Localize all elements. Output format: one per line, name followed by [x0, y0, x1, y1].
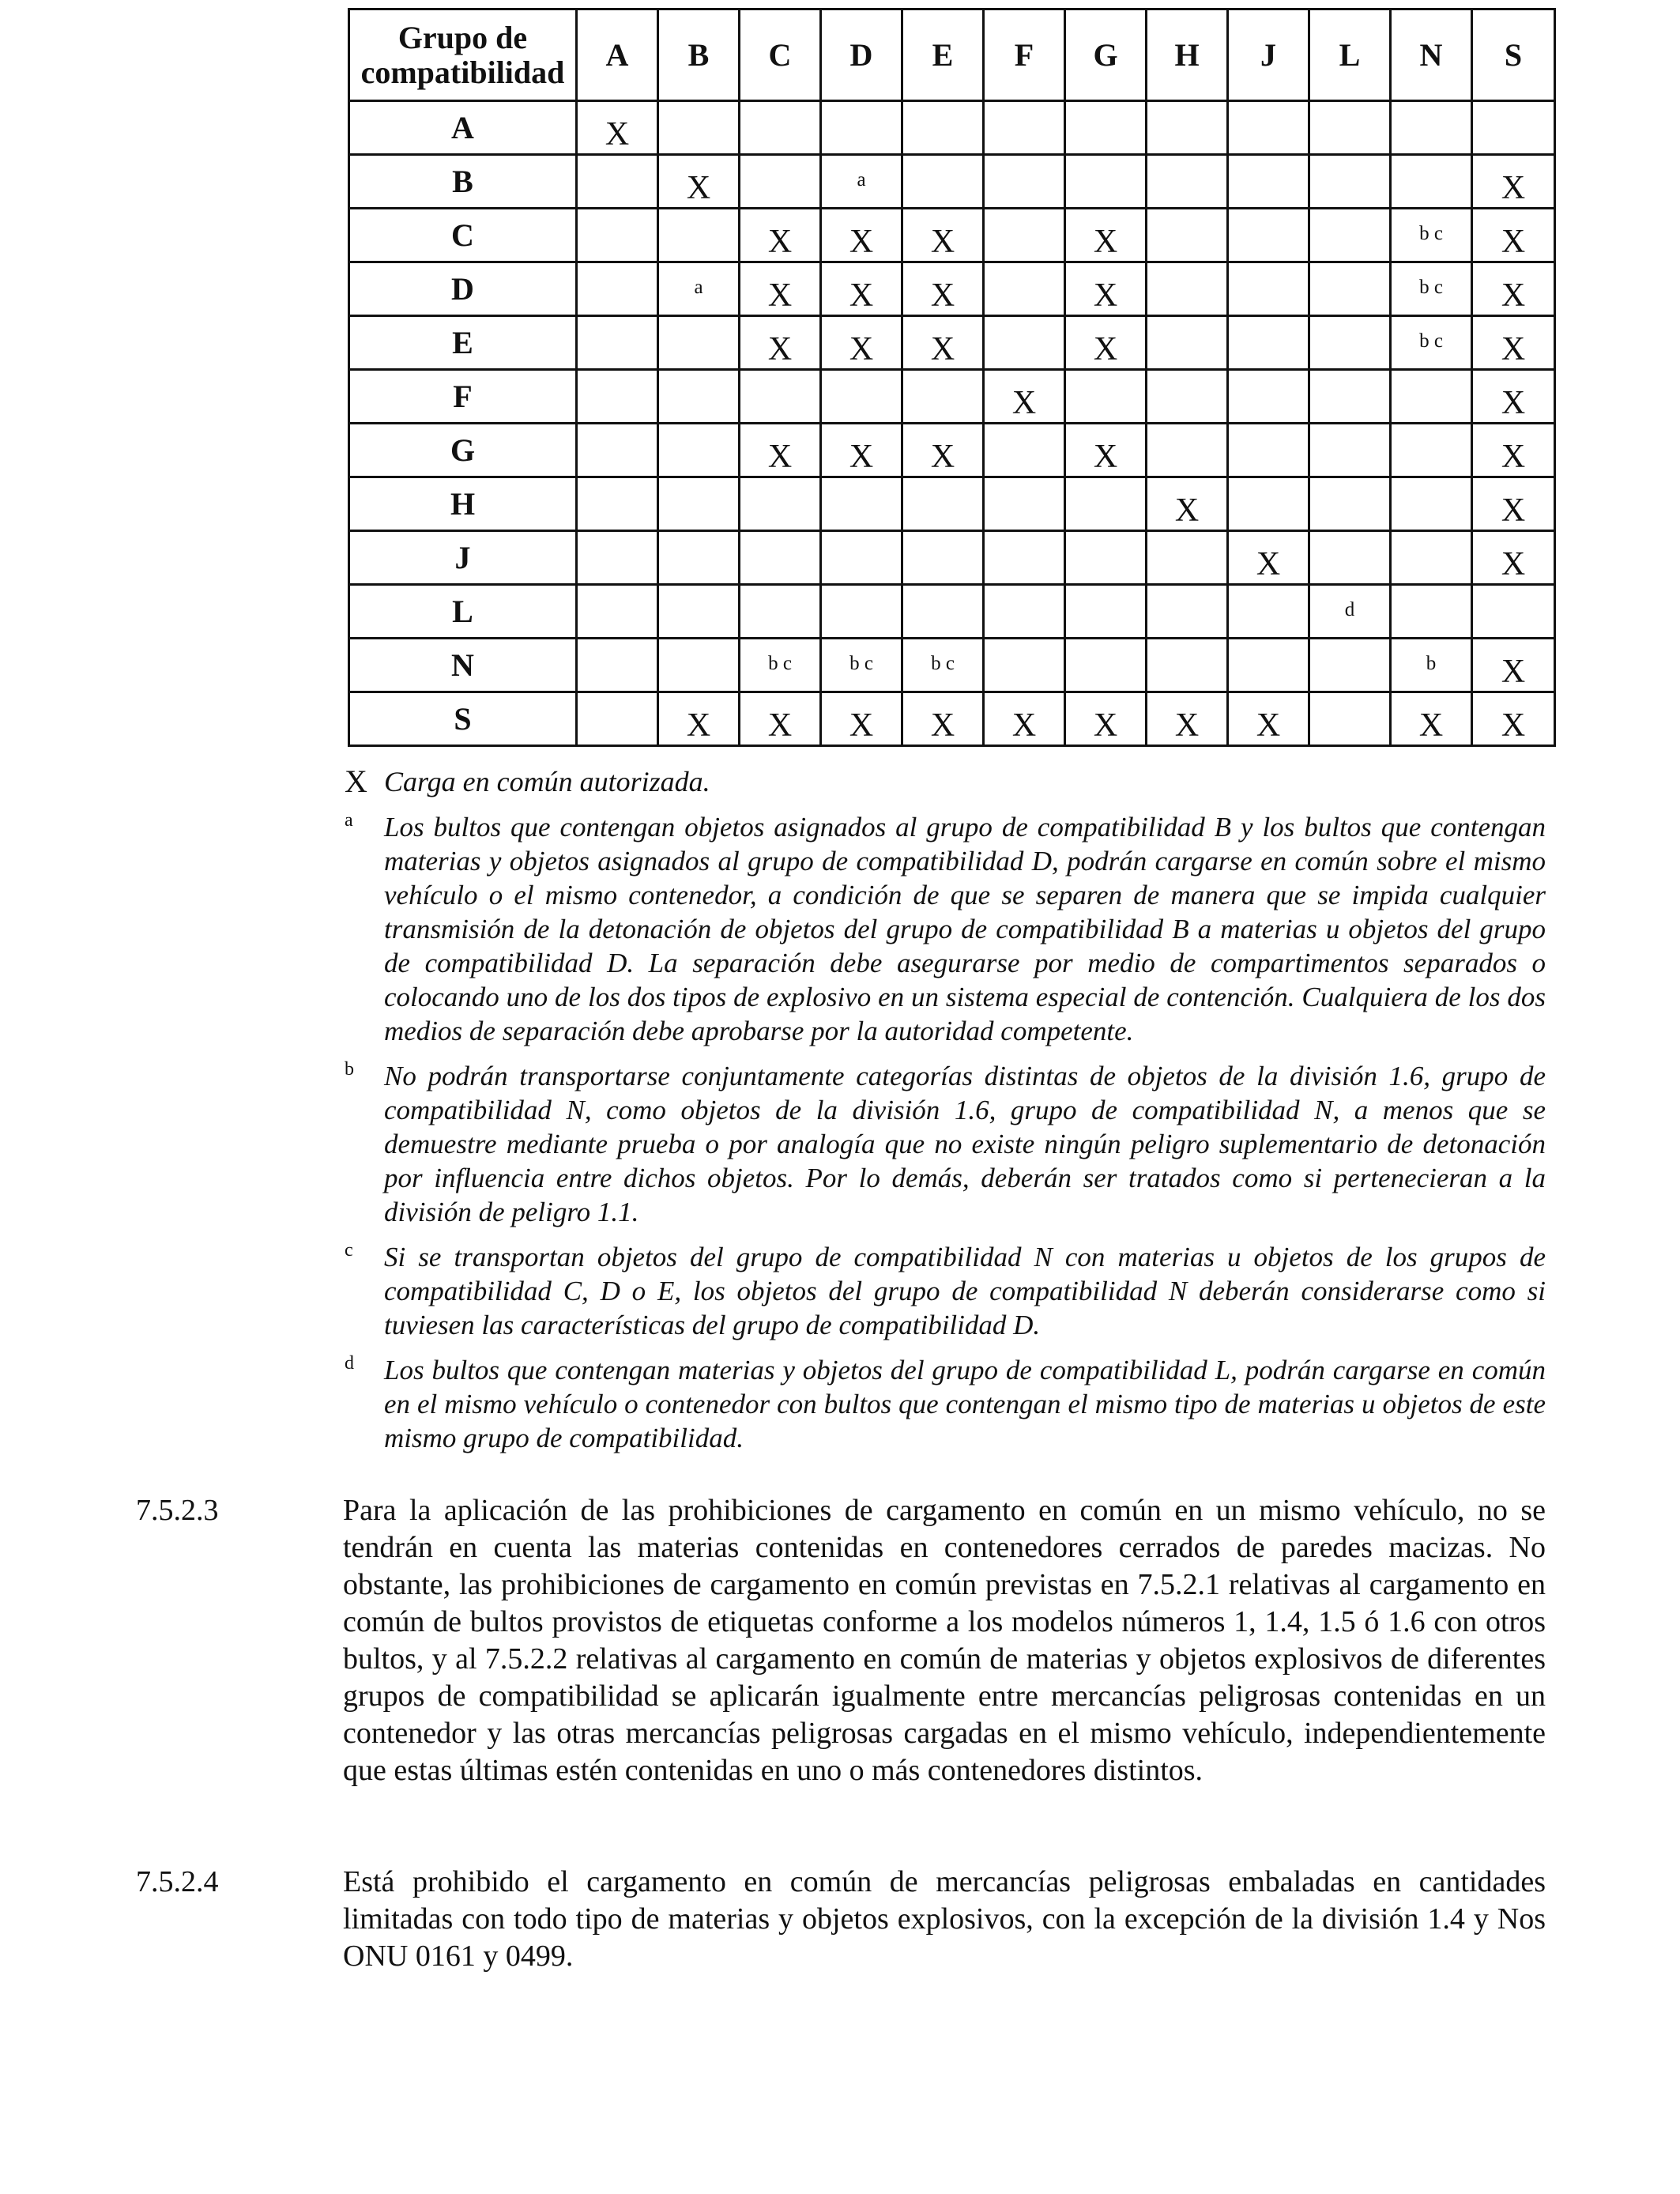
table-cell — [984, 531, 1065, 585]
table-cell — [1309, 155, 1391, 209]
table-cell — [740, 477, 821, 531]
table-row — [349, 316, 1555, 370]
table-cell: X — [902, 424, 984, 477]
row-header-g: G — [349, 424, 577, 477]
table-cell: X — [1065, 316, 1147, 370]
table-cell: X — [1472, 477, 1555, 531]
table-cell: X — [1228, 531, 1309, 585]
column-header-e: E — [902, 9, 984, 101]
table-cell — [658, 531, 740, 585]
table-cell — [740, 370, 821, 424]
table-cell — [821, 531, 902, 585]
table-cell — [902, 585, 984, 639]
column-header-g: G — [1065, 9, 1147, 101]
column-header-b: B — [658, 9, 740, 101]
row-header-b: B — [349, 155, 577, 209]
table-cell — [1472, 585, 1555, 639]
paragraph-number: 7.5.2.4 — [136, 1865, 219, 1898]
table-cell — [1391, 101, 1472, 155]
table-cell — [1147, 370, 1228, 424]
table-cell: X — [1472, 639, 1555, 692]
table-cell: X — [658, 692, 740, 746]
column-header-s: S — [1472, 9, 1555, 101]
row-header-n: N — [349, 639, 577, 692]
table-cell — [1065, 101, 1147, 155]
table-cell: X — [821, 262, 902, 316]
note-mark: d — [345, 1353, 354, 1374]
row-header-d: D — [349, 262, 577, 316]
table-cell — [658, 101, 740, 155]
table-cell — [577, 209, 658, 262]
table-cell — [1147, 424, 1228, 477]
table-cell: X — [1472, 155, 1555, 209]
table-cell: d — [1309, 585, 1391, 639]
table-cell — [1309, 639, 1391, 692]
column-header-a: A — [577, 9, 658, 101]
note-c — [345, 1240, 1546, 1342]
table-cell: X — [902, 262, 984, 316]
table-cell — [1228, 477, 1309, 531]
table-cell — [984, 639, 1065, 692]
table-cell: X — [984, 370, 1065, 424]
table-cell — [1391, 370, 1472, 424]
table-cell: X — [1147, 692, 1228, 746]
table-cell — [577, 155, 658, 209]
table-cell — [984, 209, 1065, 262]
table-row — [349, 477, 1555, 531]
table-cell — [658, 585, 740, 639]
table-cell — [821, 585, 902, 639]
row-header-e: E — [349, 316, 577, 370]
table-cell — [577, 531, 658, 585]
table-row — [349, 101, 1555, 155]
table-cell: X — [1472, 692, 1555, 746]
row-header-f: F — [349, 370, 577, 424]
table-cell: X — [740, 692, 821, 746]
table-cell: X — [1065, 209, 1147, 262]
note-mark: a — [345, 810, 353, 831]
table-cell — [1309, 477, 1391, 531]
table-cell — [984, 101, 1065, 155]
table-cell: b — [1391, 639, 1472, 692]
table-row — [349, 531, 1555, 585]
table-cell: X — [821, 209, 902, 262]
table-cell — [1228, 262, 1309, 316]
table-cell: X — [821, 692, 902, 746]
table-cell — [902, 531, 984, 585]
table-cell — [658, 424, 740, 477]
table-cell — [902, 477, 984, 531]
table-cell — [1228, 316, 1309, 370]
note-a — [345, 810, 1546, 1048]
table-cell: b c — [740, 639, 821, 692]
table-cell — [902, 370, 984, 424]
table-cell: X — [1472, 209, 1555, 262]
table-cell — [821, 101, 902, 155]
table-cell — [1228, 101, 1309, 155]
table-cell — [658, 209, 740, 262]
table-cell: X — [1472, 531, 1555, 585]
row-header-h: H — [349, 477, 577, 531]
table-cell — [1147, 639, 1228, 692]
table-row — [349, 639, 1555, 692]
table-cell — [658, 370, 740, 424]
table-cell — [1391, 424, 1472, 477]
table-row — [349, 585, 1555, 639]
table-cell — [577, 370, 658, 424]
table-cell: X — [984, 692, 1065, 746]
table-cell — [658, 477, 740, 531]
table-cell: X — [821, 424, 902, 477]
compatibility-table — [348, 8, 1556, 747]
table-cell — [984, 424, 1065, 477]
table-cell — [1391, 155, 1472, 209]
table-cell — [1309, 316, 1391, 370]
table-body — [349, 101, 1555, 746]
table-corner-label: Grupo de compatibilidad — [349, 9, 577, 101]
table-cell: X — [1065, 262, 1147, 316]
table-cell — [1391, 477, 1472, 531]
table-cell — [1065, 585, 1147, 639]
table-cell — [740, 101, 821, 155]
paragraph-text: Está prohibido el cargamento en común de mercancías peligrosas embaladas en cantidades limitadas con todo tipo de materias y objetos explosivos, con la excepción de la división 1.4 y Nos ONU 0161 y 0499. — [343, 1865, 1546, 1973]
column-header-c: C — [740, 9, 821, 101]
table-cell: b c — [1391, 316, 1472, 370]
table-cell — [1309, 262, 1391, 316]
table-row — [349, 692, 1555, 746]
table-cell — [577, 585, 658, 639]
table-cell — [984, 477, 1065, 531]
table-cell: b c — [821, 639, 902, 692]
table-cell — [902, 101, 984, 155]
note-text: Los bultos que contengan materias y objetos del grupo de compatibilidad L, podrán cargarse en común en el mismo vehículo o contenedor con bultos que contengan el mismo tipo de materias u objetos de este mismo grupo de compatibilidad. — [384, 1355, 1546, 1453]
table-cell — [577, 477, 658, 531]
table-cell — [984, 262, 1065, 316]
table-cell — [984, 316, 1065, 370]
table-cell: a — [821, 155, 902, 209]
row-header-s: S — [349, 692, 577, 746]
paragraph-7-5-2-4 — [136, 1864, 1546, 1975]
table-cell: X — [1065, 692, 1147, 746]
table-cell: X — [1472, 316, 1555, 370]
table-cell — [1228, 209, 1309, 262]
table-cell — [1065, 477, 1147, 531]
note-text: Carga en común autorizada. — [384, 766, 710, 797]
table-cell: X — [1472, 424, 1555, 477]
row-header-c: C — [349, 209, 577, 262]
table-cell — [984, 155, 1065, 209]
note-d — [345, 1353, 1546, 1455]
table-row — [349, 155, 1555, 209]
table-cell — [740, 531, 821, 585]
table-row — [349, 209, 1555, 262]
table-cell — [1228, 370, 1309, 424]
table-cell: X — [740, 209, 821, 262]
table-cell: X — [1472, 262, 1555, 316]
table-cell: X — [577, 101, 658, 155]
table-cell: a — [658, 262, 740, 316]
table-cell — [902, 155, 984, 209]
table-cell — [1309, 424, 1391, 477]
table-cell — [1147, 155, 1228, 209]
table-cell — [1228, 155, 1309, 209]
table-cell — [1065, 531, 1147, 585]
table-cell — [1147, 262, 1228, 316]
note-x — [345, 765, 1546, 799]
table-cell — [1391, 531, 1472, 585]
column-header-f: F — [984, 9, 1065, 101]
table-cell — [1065, 639, 1147, 692]
table-cell — [658, 639, 740, 692]
table-cell: X — [1228, 692, 1309, 746]
table-cell — [1147, 531, 1228, 585]
table-cell: X — [658, 155, 740, 209]
table-cell — [1391, 585, 1472, 639]
paragraph-number: 7.5.2.3 — [136, 1494, 219, 1527]
table-cell — [821, 370, 902, 424]
column-header-d: D — [821, 9, 902, 101]
table-cell — [1309, 101, 1391, 155]
table-cell: X — [902, 316, 984, 370]
note-mark: b — [345, 1059, 354, 1080]
table-cell: X — [821, 316, 902, 370]
table-row — [349, 370, 1555, 424]
row-header-l: L — [349, 585, 577, 639]
table-cell: b c — [902, 639, 984, 692]
table-cell — [1228, 585, 1309, 639]
table-cell: X — [902, 692, 984, 746]
note-text: Los bultos que contengan objetos asignados al grupo de compatibilidad B y los bultos que contengan materias y objetos asignados al grupo de compatibilidad D, podrán cargarse en común sobre el mismo vehículo o el mismo contenedor, a condición de que se separen de manera que se impida cualquier transmisión de la detonación de objetos del grupo de compatibilidad B a materias u objetos del grupo de compatibilidad D. La separación debe asegurarse por medio de compartimentos separados o colocando uno de los dos tipos de explosivo en un sistema especial de contención. Cualquiera de los dos medios de separación debe aprobarse por la autoridad competente. — [384, 812, 1546, 1046]
table-cell — [740, 585, 821, 639]
table-cell — [740, 155, 821, 209]
column-header-j: J — [1228, 9, 1309, 101]
table-cell — [821, 477, 902, 531]
table-cell: X — [740, 424, 821, 477]
note-text: Si se transportan objetos del grupo de compatibilidad N con materias u objetos de los grupos de compatibilidad C, D o E, los objetos del grupo de compatibilidad N deberán considerarse como si tuviesen las características del grupo de compatibilidad D. — [384, 1242, 1546, 1340]
table-cell — [984, 585, 1065, 639]
table-cell — [658, 316, 740, 370]
table-row — [349, 262, 1555, 316]
table-cell: X — [1065, 424, 1147, 477]
table-cell — [1309, 531, 1391, 585]
table-cell — [1309, 692, 1391, 746]
row-header-a: A — [349, 101, 577, 155]
note-b — [345, 1059, 1546, 1229]
table-cell — [577, 316, 658, 370]
table-cell: X — [740, 316, 821, 370]
table-cell — [1228, 424, 1309, 477]
table-cell — [1147, 101, 1228, 155]
paragraph-text: Para la aplicación de las prohibiciones de cargamento en común en un mismo vehículo, no se tendrán en cuenta las materias contenidas en contenedores cerrados de paredes macizas. No obstante, las prohibiciones de cargamento en común previstas en 7.5.2.1 relativas al cargamento en común de bultos provistos de etiquetas conforme a los modelos números 1, 1.4, 1.5 ó 1.6 con otros bultos, y al 7.5.2.2 relativas al cargamento en común de materias y objetos explosivos de diferentes grupos de compatibilidad se aplicarán igualmente entre mercancías peligrosas contenidas en un contenedor y las otras mercancías peligrosas cargadas en el mismo vehículo, independientemente que estas últimas estén contenidas en uno o más contenedores distintos. — [343, 1494, 1546, 1787]
column-header-h: H — [1147, 9, 1228, 101]
table-row — [349, 424, 1555, 477]
table-cell: b c — [1391, 262, 1472, 316]
table-cell — [577, 262, 658, 316]
note-mark: c — [345, 1240, 353, 1261]
table-cell — [1309, 209, 1391, 262]
table-header-row — [349, 9, 1555, 101]
table-cell — [1147, 316, 1228, 370]
table-cell — [1472, 101, 1555, 155]
table-cell: b c — [1391, 209, 1472, 262]
table-cell — [1147, 209, 1228, 262]
table-cell — [577, 639, 658, 692]
note-text: No podrán transportarse conjuntamente categorías distintas de objetos de la división 1.6, grupo de compatibilidad N, como objetos de la división 1.6, grupo de compatibilidad N, a menos que se demuestre mediante prueba o por analogía que no existe ningún peligro suplementario de detonación por influencia entre dichos objetos. Por lo demás, deberán ser tratados como si pertenecieran a la división de peligro 1.1. — [384, 1061, 1546, 1227]
table-cell: X — [1147, 477, 1228, 531]
table-cell: X — [740, 262, 821, 316]
table-cell — [1228, 639, 1309, 692]
table-cell: X — [1391, 692, 1472, 746]
column-header-n: N — [1391, 9, 1472, 101]
note-mark: X — [345, 763, 367, 799]
table-notes — [345, 765, 1546, 1466]
table-cell — [1309, 370, 1391, 424]
row-header-j: J — [349, 531, 577, 585]
table-cell — [1065, 370, 1147, 424]
table-cell: X — [1472, 370, 1555, 424]
table-cell — [1147, 585, 1228, 639]
column-header-l: L — [1309, 9, 1391, 101]
paragraph-7-5-2-3 — [136, 1492, 1546, 1789]
table-cell — [577, 424, 658, 477]
table-cell — [1065, 155, 1147, 209]
table-cell: X — [902, 209, 984, 262]
table-cell — [577, 692, 658, 746]
